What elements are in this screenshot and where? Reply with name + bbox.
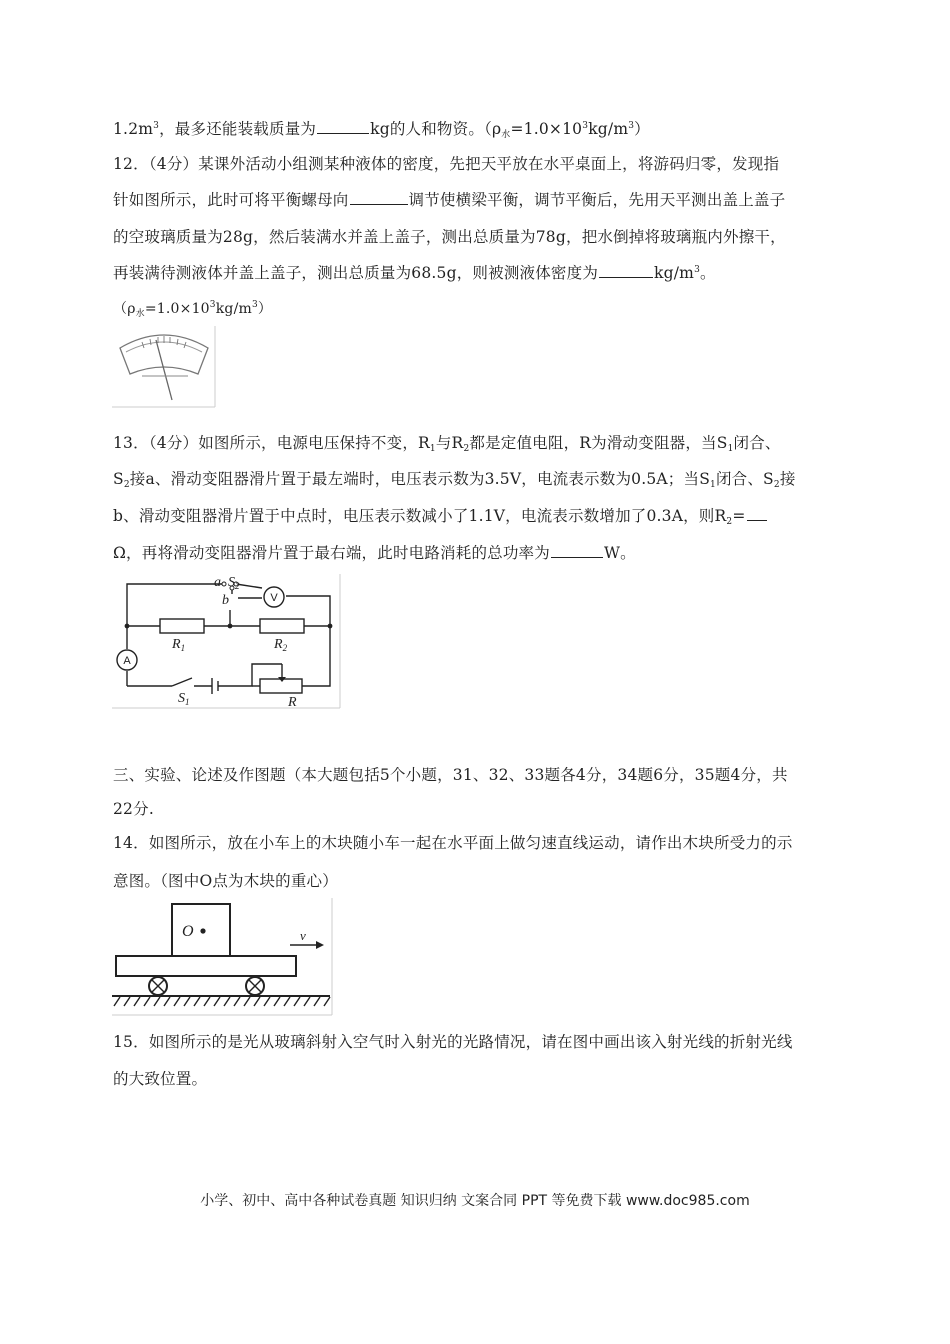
q13-line-1: 13．（4分）如图所示，电源电压保持不变，$R_1$与$R_2$都是定值电阻，R为滑动变阻器，当$S_1$闭合、 — [113, 434, 781, 454]
ammeter-label: A — [123, 655, 131, 667]
terminal-a-label: a — [214, 575, 221, 590]
q14-line-2: 意图。（图中O点为木块的重心） — [113, 872, 338, 890]
q13-line-2: $S_2$接a、滑动变阻器滑片置于最左端时，电压表示数为3.5V，电流表示数为0.5A；当$S_1$闭合、$S_2$接 — [113, 470, 796, 490]
q12-line-2: 针如图所示，此时可将平衡螺母向 调节使横梁平衡，调节平衡后，先用天平测出盖上盖子 — [113, 191, 786, 209]
section3-line-2: 22分. — [113, 800, 154, 818]
q13-line-3: b、滑动变阻器滑片置于中点时，电压表示数减小了1.1V，电流表示数增加了0.3A，则$R_2=$ — [113, 505, 768, 527]
switch-s1-label: $S_1$ — [178, 691, 190, 707]
q15-line-2: 的大致位置。 — [113, 1070, 208, 1088]
answer-blank[interactable] — [599, 262, 653, 278]
answer-blank[interactable] — [551, 542, 603, 558]
cart-block-figure — [112, 898, 334, 1016]
q12-line-5: $(\rho_水=1.0\times 10^3kg/m^3)$ — [113, 300, 273, 319]
q14-line-1: 14．如图所示，放在小车上的木块随小车一起在水平面上做匀速直线运动，请作出木块所受力的示 — [113, 834, 793, 852]
balance-pointer-figure — [112, 326, 216, 408]
circuit-diagram — [112, 574, 342, 710]
answer-blank[interactable] — [747, 505, 767, 521]
q12-line-1: 12．（4分）某课外活动小组测某种液体的密度，先把天平放在水平桌面上，将游码归零，发现指 — [113, 155, 780, 173]
switch-s2-label: $S_2$ — [228, 575, 240, 591]
center-o-label: O — [182, 923, 194, 940]
q11-tail-line: $1.2m^3$，最多还能装载质量为 kg的人和物资。$(\rho_水=1.0\times 10^3kg/m^3)$ — [113, 120, 650, 140]
q12-line-4: 再装满待测液体并盖上盖子，测出总质量为68.5g，则被测液体密度为 $kg/m^3$。 — [113, 264, 716, 282]
rheostat-r-label: R — [288, 695, 297, 710]
terminal-b-label: b — [222, 593, 229, 608]
section3-line-1: 三、实验、论述及作图题（本大题包括5个小题，31、32、33题各4分，34题6分，35题4分，共 — [113, 766, 788, 784]
q12-line-3: 的空玻璃质量为28g，然后装满水并盖上盖子，测出总质量为78g，把水倒掉将玻璃瓶内外擦干， — [113, 228, 786, 246]
answer-blank[interactable] — [317, 118, 369, 134]
resistor-r1-label: $R_1$ — [172, 637, 186, 653]
voltmeter-label: V — [270, 592, 278, 604]
page-footer: 小学、初中、高中各种试卷真题 知识归纳 文案合同 PPT 等免费下载 www.doc985.com — [200, 1193, 750, 1209]
q13-line-4: Ω，再将滑动变阻器滑片置于最右端，此时电路消耗的总功率为 W。 — [113, 544, 636, 562]
velocity-v-label: v — [300, 928, 306, 943]
resistor-r2-label: $R_2$ — [274, 637, 288, 653]
q15-line-1: 15．如图所示的是光从玻璃斜射入空气时入射光的光路情况，请在图中画出该入射光线的折射光线 — [113, 1033, 793, 1051]
answer-blank[interactable] — [350, 189, 408, 205]
